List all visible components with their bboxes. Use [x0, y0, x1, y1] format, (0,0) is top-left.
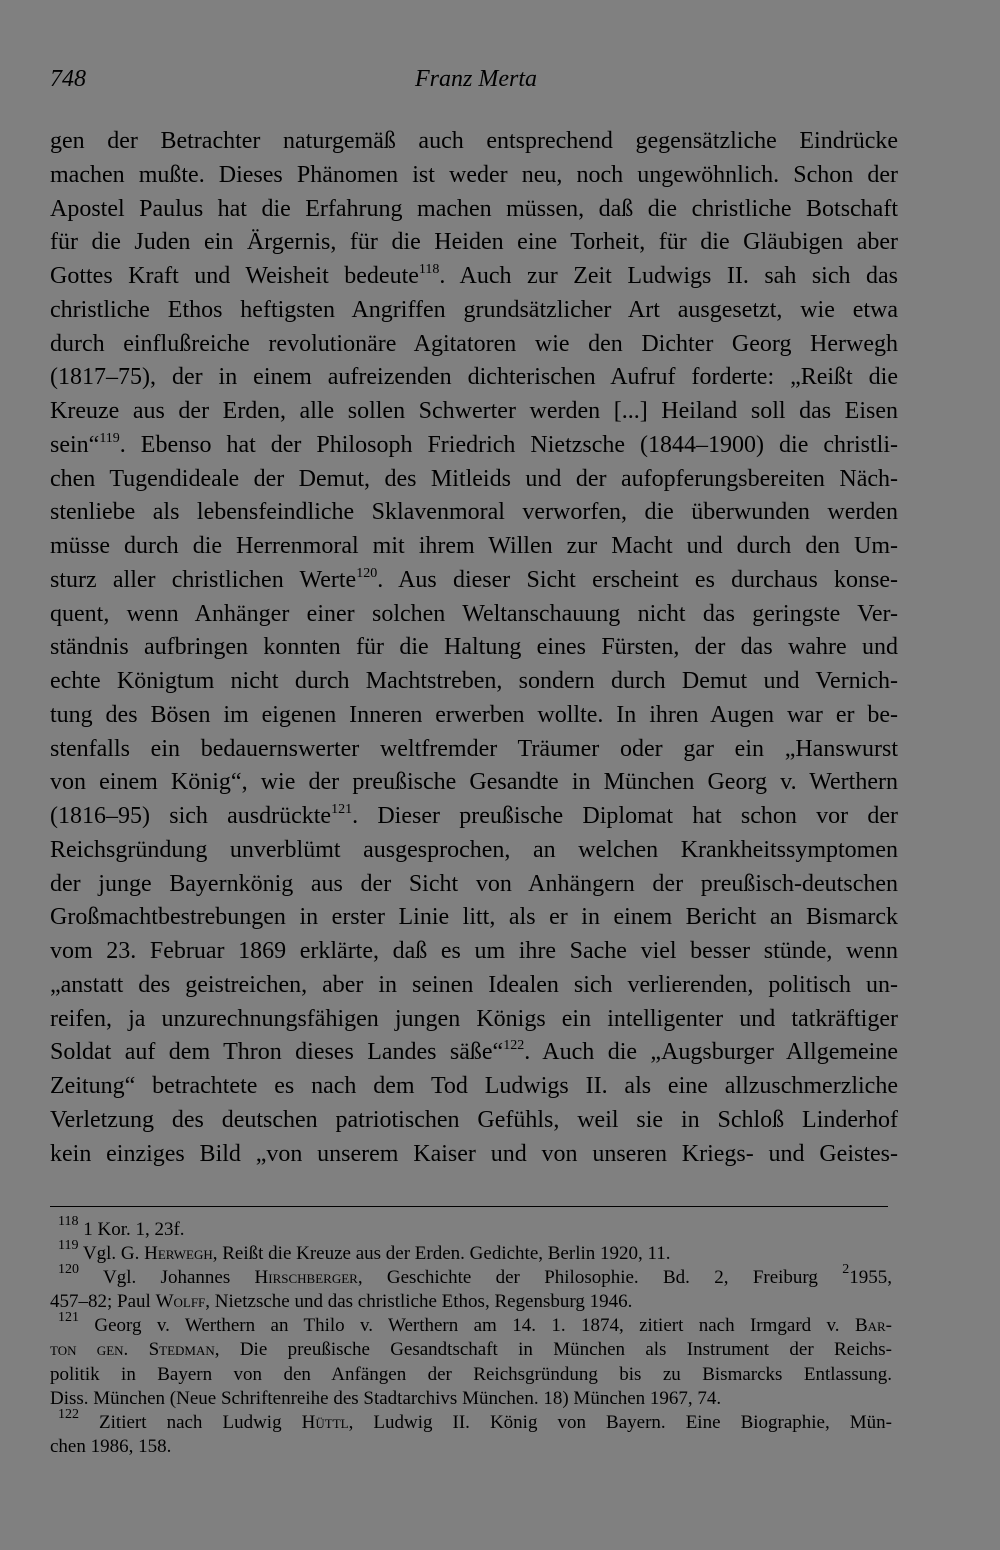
body-line-text: durch einflußreiche revolutionäre Agitatoren wie den Dichter Georg Herwegh	[50, 330, 898, 357]
edition-superscript: 2	[842, 1262, 850, 1278]
body-line	[50, 631, 898, 665]
body-line	[50, 935, 898, 969]
running-title: Franz Merta	[415, 66, 537, 92]
body-line-text: echte Königtum nicht durch Machtstreben, sondern durch Demut und Vernich-	[50, 668, 898, 694]
footnote-text: , Die preußische Gesandtschaft in München als Instrument der Reichs-	[214, 1339, 893, 1361]
body-line	[50, 1104, 898, 1138]
footnote-text: chen 1986, 158.	[50, 1435, 172, 1457]
footnote-author-name: Herwegh	[144, 1243, 213, 1265]
footnote-text: 1955,	[849, 1267, 892, 1289]
footnote-continuation	[50, 1435, 892, 1459]
body-line-text: Verletzung des deutschen patriotischen Gefühls, weil sie in Schloß Linderhof	[50, 1106, 898, 1133]
body-line	[50, 361, 898, 395]
footnote-author-name: Hüttl	[301, 1411, 349, 1433]
footnote-reference[interactable]: 118	[418, 262, 440, 277]
footnote	[50, 1406, 893, 1435]
body-line	[50, 125, 898, 159]
body-line-text: stenliebe als lebensfeindliche Sklavenmoral verworfen, die überwunden werden	[50, 499, 898, 526]
body-line	[50, 496, 898, 530]
body-line	[50, 328, 898, 362]
footnote-text: Vgl. G.	[82, 1243, 145, 1265]
body-line-text: . Auch zur Zeit Ludwigs II. sah sich das	[439, 263, 898, 289]
footnote-number: 118	[58, 1214, 79, 1229]
footnote-author-name: Wolff	[155, 1291, 206, 1313]
body-line-text: . Aus dieser Sicht erscheint es durchaus konse-	[377, 566, 898, 593]
body-line	[50, 665, 898, 699]
body-line	[50, 969, 898, 1003]
body-line-text: Zeitung“ betrachtete es nach dem Tod Ludwigs II. als eine allzuschmerzliche	[50, 1073, 898, 1099]
body-line-text: kein einziges Bild „von unserem Kaiser und von unseren Kriegs- und Geistes-	[50, 1140, 898, 1167]
body-line-text: ständnis aufbringen konnten für die Haltung eines Fürsten, der das wahre und	[50, 634, 898, 661]
footnote-text: , Nietzsche und das christliche Ethos, Regensburg 1946.	[205, 1291, 633, 1313]
body-line-text: Kreuze aus der Erden, alle sollen Schwerter werden [...] Heiland soll das Eisen	[50, 398, 898, 424]
footnote-text: , Ludwig II. König von Bayern. Eine Biographie, Mün-	[348, 1411, 893, 1433]
body-line	[50, 463, 898, 497]
footnote-text: politik in Bayern von den Anfängen der Reichsgründung bis zu Bismarcks Entlassung.	[50, 1363, 892, 1385]
footnotes	[50, 1214, 893, 1459]
footnote-divider	[50, 1206, 888, 1207]
footnote	[50, 1262, 892, 1290]
body-line	[50, 260, 898, 294]
footnote-reference[interactable]: 122	[503, 1038, 525, 1054]
body-line	[50, 395, 898, 429]
footnote-number: 120	[58, 1262, 79, 1278]
footnote-continuation	[50, 1338, 892, 1362]
body-line	[50, 1036, 898, 1070]
footnote-reference[interactable]: 119	[99, 430, 120, 446]
body-line-text: quent, wenn Anhänger einer solchen Weltanschauung nicht das geringste Ver-	[50, 600, 898, 627]
footnote	[50, 1214, 892, 1242]
footnote-reference[interactable]: 120	[356, 565, 378, 581]
body-line-text: sein“	[50, 431, 100, 458]
body-line-text: chen Tugendideale der Demut, des Mitleids und der aufopferungsbereiten Näch-	[50, 465, 898, 492]
body-line-text: . Auch die „Augsburger Allgemeine	[524, 1039, 898, 1066]
body-line	[50, 868, 898, 902]
footnote-continuation	[50, 1290, 892, 1314]
page-number: 748	[50, 66, 86, 92]
body-line-text: „anstatt des geistreichen, aber in seinen Idealen sich verlierenden, politisch un-	[50, 971, 898, 998]
footnote-author-name: Hirschberger	[254, 1267, 358, 1289]
body-line	[50, 429, 898, 463]
body-line-text: Reichsgründung unverblümt ausgesprochen, an welchen Krankheitssymptomen	[50, 836, 898, 863]
footnote-text: 457–82; Paul	[50, 1291, 156, 1313]
footnote-number: 119	[58, 1238, 79, 1254]
body-line-text: christliche Ethos heftigsten Angriffen grundsätzlicher Art ausgesetzt, wie etwa	[50, 296, 898, 323]
body-line	[50, 294, 898, 328]
body-line-text: (1816–95) sich ausdrückte	[50, 803, 332, 829]
body-line	[50, 766, 898, 800]
body-line-text: Soldat auf dem Thron dieses Landes säße“	[50, 1039, 504, 1066]
footnote	[50, 1310, 892, 1338]
body-text	[50, 125, 898, 1171]
body-line-text: für die Juden ein Ärgernis, für die Heiden eine Torheit, für die Gläubigen aber	[50, 229, 898, 256]
footnote-text: , Geschichte der Philosophie. Bd. 2, Freiburg	[357, 1267, 843, 1289]
body-line-text: Großmachtbestrebungen in erster Linie litt, als er in einem Bericht an Bismarck	[50, 904, 898, 931]
footnote-continuation	[50, 1387, 892, 1411]
footnote-text: Georg v. Werthern an Thilo v. Werthern am 14. 1. 1874, zitiert nach Irmgard v.	[94, 1315, 855, 1337]
body-line	[50, 834, 898, 868]
body-line-text: müsse durch die Herrenmoral mit ihrem Willen zur Macht und durch den Um-	[50, 533, 898, 559]
body-line-text: gen der Betrachter naturgemäß auch entsprechend gegensätzliche Eindrücke	[50, 128, 898, 154]
body-line	[50, 530, 898, 564]
body-line-text: . Dieser preußische Diplomat hat schon vor der	[352, 803, 898, 829]
body-line	[50, 901, 898, 935]
body-line	[50, 159, 898, 193]
body-line-text: Gottes Kraft und Weisheit bedeute	[50, 263, 419, 289]
body-line-text: machen mußte. Dieses Phänomen ist weder neu, noch ungewöhnlich. Schon der	[50, 161, 898, 188]
body-line	[50, 733, 898, 767]
footnote-text: Diss. München (Neue Schriftenreihe des Stadtarchivs München. 18) München 1967, 74.	[50, 1387, 722, 1409]
footnote	[50, 1238, 892, 1266]
body-line-text: der junge Bayernkönig aus der Sicht von Anhängern der preußisch-deutschen	[50, 870, 898, 897]
body-line-text: von einem König“, wie der preußische Gesandte in München Georg v. Werthern	[50, 769, 898, 796]
body-line	[50, 598, 898, 632]
body-line	[50, 1138, 898, 1172]
body-line	[50, 564, 898, 598]
body-line	[50, 1003, 898, 1037]
body-line	[50, 193, 898, 227]
body-line	[50, 1070, 898, 1104]
body-line-text: . Ebenso hat der Philosoph Friedrich Nietzsche (1844–1900) die christli-	[119, 431, 898, 458]
body-line-text: sturz aller christlichen Werte	[50, 566, 357, 593]
footnote-text: Zitiert nach Ludwig	[99, 1411, 302, 1433]
body-line	[50, 699, 898, 733]
body-line-text: tung des Bösen im eigenen Inneren erwerben wollte. In ihren Augen war er be-	[50, 701, 898, 728]
footnote-number: 122	[58, 1406, 79, 1422]
body-line	[50, 800, 898, 834]
footnote-text: , Reißt die Kreuze aus der Erden. Gedichte, Berlin 1920, 11.	[212, 1243, 671, 1265]
body-line-text: reifen, ja unzurechnungsfähigen jungen Königs ein intelligenter und tatkräftiger	[50, 1005, 898, 1032]
footnote-continuation	[50, 1363, 892, 1387]
body-line-text: Apostel Paulus hat die Erfahrung machen müssen, daß die christliche Botschaft	[50, 195, 898, 222]
footnote-reference[interactable]: 121	[331, 802, 353, 817]
footnote-text: Vgl. Johannes	[102, 1267, 255, 1289]
body-line-text: stenfalls ein bedauernswerter weltfremder Träumer oder gar ein „Hanswurst	[50, 735, 898, 762]
body-line	[50, 226, 898, 260]
footnote-author-name: ton gen. Stedman	[50, 1339, 215, 1361]
footnote-number: 121	[58, 1310, 79, 1326]
footnote-text: 1 Kor. 1, 23f.	[83, 1219, 185, 1240]
footnote-author-name: Bar-	[854, 1315, 892, 1337]
body-line-text: vom 23. Februar 1869 erklärte, daß es um ihre Sache viel besser stünde, wenn	[50, 938, 898, 964]
body-line-text: (1817–75), der in einem aufreizenden dichterischen Aufruf forderte: „Reißt die	[50, 364, 898, 391]
